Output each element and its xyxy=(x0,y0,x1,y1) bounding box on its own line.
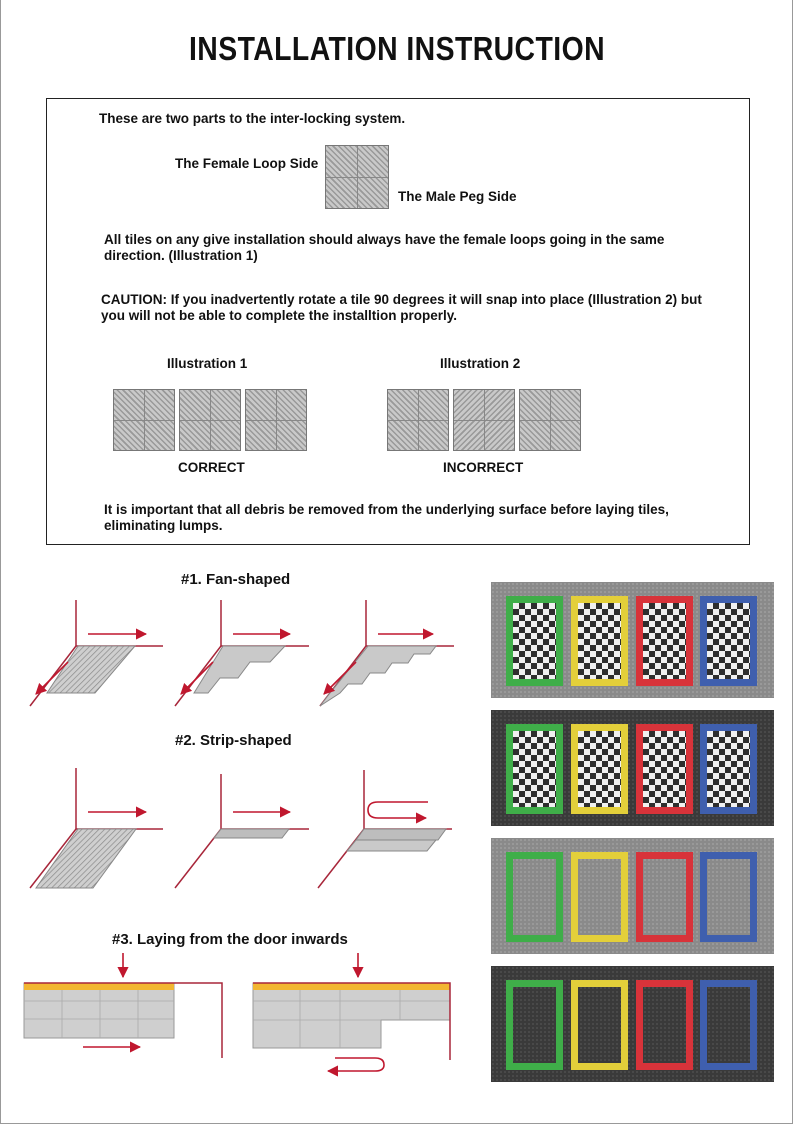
edge-frame xyxy=(700,724,757,814)
edge-photo-panel-3 xyxy=(491,838,774,954)
door-diagram-2 xyxy=(253,953,450,1071)
edge-frame xyxy=(636,724,693,814)
fan-diagram-3 xyxy=(320,600,454,706)
fan-shaped-heading: #1. Fan-shaped xyxy=(181,571,291,588)
strip-diagram-3 xyxy=(318,770,452,888)
fan-diagram-2 xyxy=(175,600,309,706)
edge-frame xyxy=(636,980,693,1070)
edge-frame xyxy=(636,596,693,686)
strip-diagram-2 xyxy=(175,774,309,888)
edge-photo-panel-2 xyxy=(491,710,774,826)
two-parts-text: These are two parts to the inter-locking system. xyxy=(99,111,406,126)
illustration-1-title: Illustration 1 xyxy=(167,356,248,371)
strip-shaped-heading: #2. Strip-shaped xyxy=(175,732,292,749)
strip-diagram-1 xyxy=(30,768,163,888)
edge-photo-panel-1 xyxy=(491,582,774,698)
same-direction-text: All tiles on any give installation should always have the female loops going in the same direction. (Illustration 1) xyxy=(104,232,665,263)
edge-frame xyxy=(700,980,757,1070)
edge-frame xyxy=(506,980,563,1070)
edge-frame xyxy=(571,724,628,814)
edge-frame xyxy=(571,980,628,1070)
edge-frame xyxy=(506,724,563,814)
edge-frame xyxy=(571,596,628,686)
debris-note: It is important that all debris be removed from the underlying surface before laying tiles, eliminating lumps. xyxy=(104,502,669,533)
edge-frame xyxy=(571,852,628,942)
incorrect-label: INCORRECT xyxy=(443,460,524,475)
male-peg-label: The Male Peg Side xyxy=(398,189,517,204)
edge-frame xyxy=(506,852,563,942)
edge-frame xyxy=(636,852,693,942)
edge-photo-panel-4 xyxy=(491,966,774,1082)
correct-label: CORRECT xyxy=(178,460,245,475)
edge-frame xyxy=(700,852,757,942)
page-title: INSTALLATION INSTRUCTION xyxy=(188,30,605,67)
door-inwards-heading: #3. Laying from the door inwards xyxy=(112,931,348,948)
female-loop-label: The Female Loop Side xyxy=(175,156,319,171)
edge-frame xyxy=(700,596,757,686)
door-diagram-1 xyxy=(24,953,222,1058)
edge-frame xyxy=(506,596,563,686)
fan-diagram-1 xyxy=(30,600,163,706)
illustration-2-title: Illustration 2 xyxy=(440,356,521,371)
caution-text: CAUTION: If you inadvertently rotate a tile 90 degrees it will snap into place (Illustration 2) but you will not be able to complete the installtion properly. xyxy=(101,292,702,323)
